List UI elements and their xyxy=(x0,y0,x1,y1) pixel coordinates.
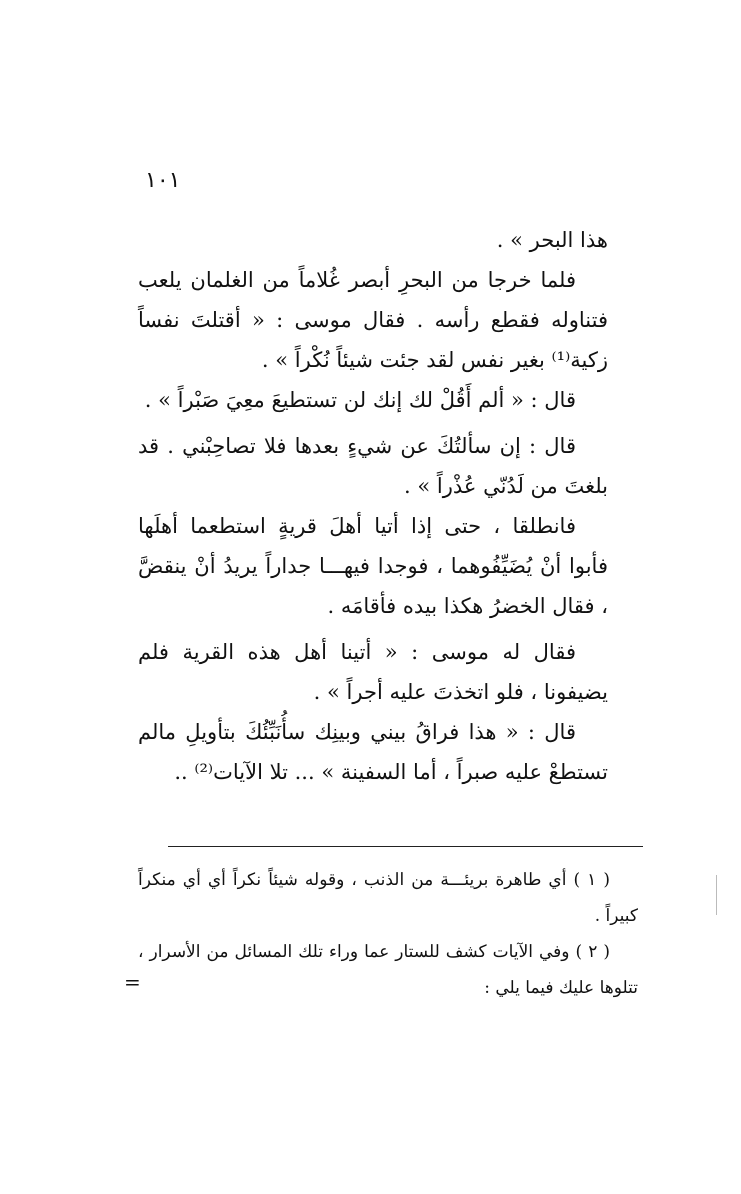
footnote-1: ( ١ ) أي طاهرة بريئـــة من الذنب ، وقوله شيئاً نكراً أي أي منكراً كبيراً . xyxy=(138,870,638,926)
margin-line xyxy=(716,875,718,915)
paragraph-1: هذا البحر » . xyxy=(496,228,608,252)
paragraph-3: قال : « ألم أَقُلْ لك إنك لن تستطيعَ معِيَ صَبْراً » . xyxy=(144,388,576,412)
continuation-mark: = xyxy=(124,970,141,994)
footnote-2: ( ٢ ) وفي الآيات كشف للستار عما وراء تلك المسائل من الأسرار ، تتلوها عليك فيما يلي : xyxy=(138,942,638,998)
footnotes xyxy=(138,862,638,1006)
paragraph-7: قال : « هذا فراقُ بيني وبينِك سأُنَبِّئُكَ بتأويلِ مالم تستطعْ عليه صبراً ، أما السفينة » ... تلا الآيات⁽²⁾ .. xyxy=(138,720,608,784)
paragraph-4: قال : إن سألتُكَ عن شيءٍ بعدها فلا تصاحِبْني . قد بلغتَ من لَدُنّي عُذْراً » . xyxy=(138,434,608,498)
paragraph-5: فانطلقا ، حتى إذا أتيا أهلَ قريةٍ استطعما أهلَها فأبوا أنْ يُضَيِّفُوهما ، فوجدا فيهـــا جداراً يريدُ أنْ ينقضَّ ، فقال الخضرُ هكذا بيده فأقامَه . xyxy=(138,514,608,618)
page-number: ١٠١ xyxy=(145,168,181,193)
main-text xyxy=(138,220,608,792)
paragraph-6: فقال له موسى : « أتينا أهل هذه القرية فلم يضيفونا ، فلو اتخذتَ عليه أجراً » . xyxy=(138,640,608,704)
paragraph-2: فلما خرجا من البحرِ أبصر غُلاماً من الغلمان يلعب فتناوله فقطع رأسه . فقال موسى : « أقتلتَ نفساً زكية⁽¹⁾ بغير نفس لقد جئت شيئاً نُكْراً » . xyxy=(138,268,608,372)
footnote-divider xyxy=(168,846,643,847)
